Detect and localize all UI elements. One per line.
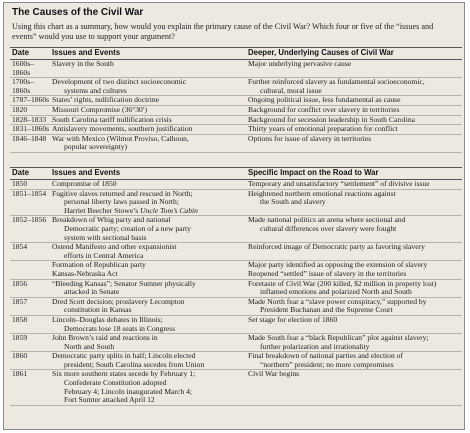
cell-line: Antislavery movements, southern justification [52, 124, 193, 134]
row-issue [52, 352, 248, 369]
cell-line: Democratic party; creation of a new party [64, 223, 191, 233]
row-impact [248, 370, 462, 404]
cell-line: War with Mexico (Wilmot Proviso, Calhoun, [52, 133, 189, 143]
cell-line: Reinforced image of Democratic party as favoring slavery [248, 242, 425, 252]
row-impact [248, 280, 462, 297]
row-date: 1787–1860s [12, 95, 50, 105]
row-issue [52, 261, 248, 278]
header-issues: Issues and Events [52, 48, 121, 58]
table-row [10, 334, 462, 352]
table-row [10, 243, 462, 261]
cell-line: Formation of Republican party [52, 260, 146, 270]
row-impact [248, 216, 462, 242]
row-issue [52, 180, 248, 189]
table-row [10, 216, 462, 243]
cell-line: Made South fear a “black Republican” plot against slavery; [248, 333, 429, 343]
row-impact [248, 106, 462, 115]
cell-line: the South and slavery [260, 197, 326, 207]
row-date: 1846–1848 [12, 133, 47, 143]
cell-line: Final breakdown of national parties and election of [248, 351, 403, 361]
cell-line: Fugitive slaves returned and rescued in North; [52, 188, 193, 198]
cell-line: president; South Carolina secedes from Union [64, 359, 205, 369]
cell-line: Confederate Constitution adopted [64, 378, 167, 388]
row-impact [248, 352, 462, 369]
cell-line: attacked in Senate [64, 287, 120, 297]
cell-line: Major party identified as opposing the extension of slavery [248, 260, 428, 270]
row-date: 1860 [12, 351, 28, 361]
cell-line: personal liberty laws passed in North; [64, 197, 179, 207]
cell-line: Temporary and unsatisfactory “settlement” of divisive issue [248, 179, 430, 188]
table-row [10, 135, 462, 153]
row-impact [248, 96, 462, 105]
cell-line: Compromise of 1850 [52, 179, 117, 188]
table-row [10, 280, 462, 298]
cell-line: Options for issue of slavery in territories [248, 133, 372, 143]
cell-line: South Carolina tariff nullification crisis [52, 114, 172, 124]
row-date: 1700s–1860s [12, 77, 34, 95]
cell-line: popular sovereignty) [64, 142, 128, 152]
row-date: 1861 [12, 369, 28, 379]
cell-line: cultural differences over slavery were fought [260, 223, 397, 233]
cell-line: February 4; Lincoln inaugurated March 4; [64, 386, 192, 396]
cell-line: constitution in Kansas [64, 305, 132, 315]
row-impact [248, 298, 462, 315]
table-underlying-causes [10, 47, 462, 153]
table-row [10, 261, 462, 279]
row-issue [52, 216, 248, 242]
row-issue [52, 78, 248, 95]
cell-line: Ostend Manifesto and other expansionist [52, 242, 177, 252]
row-issue [52, 135, 248, 152]
row-impact [248, 261, 462, 278]
cell-line: “Bleeding Kansas”; Senator Sumner physically [52, 278, 196, 288]
cell-line: systems and cultures [64, 85, 127, 95]
row-date: 1854 [12, 242, 28, 252]
row-impact [248, 78, 462, 95]
header-date: Date [12, 168, 29, 178]
cell-line: Kansas-Nebraska Act [52, 268, 118, 278]
cell-line: Set stage for election of 1860 [248, 314, 338, 324]
cell-line: Heightened northern emotional reactions against [248, 188, 396, 198]
row-issue [52, 316, 248, 333]
row-issue [52, 125, 248, 134]
row-issue [52, 298, 248, 315]
cell-line: Civil War begins [248, 369, 300, 379]
row-issue [52, 116, 248, 125]
header-causes: Deeper, Underlying Causes of Civil War [248, 48, 394, 58]
row-issue [52, 370, 248, 404]
row-issue [52, 280, 248, 297]
row-impact [248, 190, 462, 216]
row-impact [248, 135, 462, 152]
table-row [10, 298, 462, 316]
cell-line: President Buchanan and the Supreme Court [260, 305, 393, 315]
page-title: The Causes of the Civil War [12, 7, 144, 18]
cell-line: North and South [64, 341, 115, 351]
cell-line: Ongoing political issue, less fundamental as cause [248, 95, 401, 105]
cell-line: States’ rights, nullification doctrine [52, 95, 159, 105]
row-date: 1828–1833 [12, 114, 47, 124]
row-date: 1820 [12, 104, 28, 114]
cell-line: John Brown’s raid and reactions in [52, 333, 158, 343]
cell-line: Background for conflict over slavery in territories [248, 104, 400, 114]
cell-line: Dred Scott decision; proslavery Lecompton [52, 296, 185, 306]
cell-line: Missouri Compromise (36°30′) [52, 104, 147, 114]
table-row [10, 78, 462, 96]
row-date [10, 261, 52, 278]
row-date: 1600s–1860s [12, 59, 34, 77]
cell-line: Slavery in the South [52, 59, 114, 68]
cell-line: Thirty years of emotional preparation for conflict [248, 124, 398, 134]
row-issue [52, 60, 248, 77]
table-row [10, 60, 462, 78]
row-impact [248, 116, 462, 125]
cell-line: further polarization and irrationality [260, 341, 370, 351]
table-row [10, 190, 462, 217]
header-impact: Specific Impact on the Road to War [248, 168, 379, 178]
cell-line: Fort Sumter attacked April 12 [64, 395, 155, 405]
row-impact [248, 125, 462, 134]
cell-line: Made North fear a “slave power conspiracy,” supported by [248, 296, 427, 306]
cell-line: Made national politics an arena where sectional and [248, 215, 406, 225]
cell-line: Democrats lose 18 seats in Congress [64, 323, 176, 333]
row-date: 1852–1856 [12, 215, 47, 225]
cell-line: inflamed emotions and polarized North and South [260, 287, 412, 297]
row-impact [248, 243, 462, 260]
row-issue [52, 243, 248, 260]
row-issue [52, 96, 248, 105]
cell-line: Further reinforced slavery as fundamental socioeconomic, [248, 77, 425, 87]
cell-line: Foretaste of Civil War (200 killed, $2 million in property lost) [248, 278, 437, 288]
table-specific-impact [10, 167, 462, 406]
row-date: 1857 [12, 296, 28, 306]
table-row [10, 352, 462, 370]
cell-line: Reopened “settled” issue of slavery in the territories [248, 268, 407, 278]
row-impact [248, 334, 462, 351]
row-date: 1859 [12, 333, 28, 343]
cell-line: “northern” president; no more compromises [260, 359, 394, 369]
row-impact [248, 180, 462, 189]
cell-line: efforts in Central America [64, 250, 144, 260]
cell-line: cultural, moral issue [260, 85, 322, 95]
row-issue [52, 106, 248, 115]
cell-line: Six more southern states secede by February 1; [52, 369, 196, 379]
row-date: 1850 [12, 179, 28, 188]
cell-line: Development of two distinct socioeconomic [52, 77, 187, 87]
cell-line: Major underlying pervasive cause [248, 59, 352, 68]
row-issue [52, 190, 248, 216]
intro-question: Using this chart as a summary, how would you explain the primary cause of the Civil War? Which four or five of the “issues and events” would you use to support your argument? [12, 22, 434, 41]
chart-panel [3, 2, 465, 430]
cell-line: Harriet Beecher Stowe’s Uncle Tom’s Cabin [64, 205, 198, 215]
row-date: 1858 [12, 314, 28, 324]
row-date: 1856 [12, 278, 28, 288]
header-date: Date [12, 48, 29, 58]
cell-line: Democratic party splits in half; Lincoln elected [52, 351, 196, 361]
header-issues: Issues and Events [52, 168, 121, 178]
cell-line: Background for secession leadership in South Carolina [248, 114, 416, 124]
cell-line: system with sectional basis [64, 232, 147, 242]
cell-line: Lincoln–Douglas debates in Illinois; [52, 314, 163, 324]
cell-line: Breakdown of Whig party and national [52, 215, 171, 225]
row-impact [248, 316, 462, 333]
row-date: 1851–1854 [12, 188, 47, 198]
row-date: 1831–1860s [12, 124, 50, 134]
table-row [10, 370, 462, 405]
row-impact [248, 60, 462, 77]
row-issue [52, 334, 248, 351]
table-row [10, 316, 462, 334]
